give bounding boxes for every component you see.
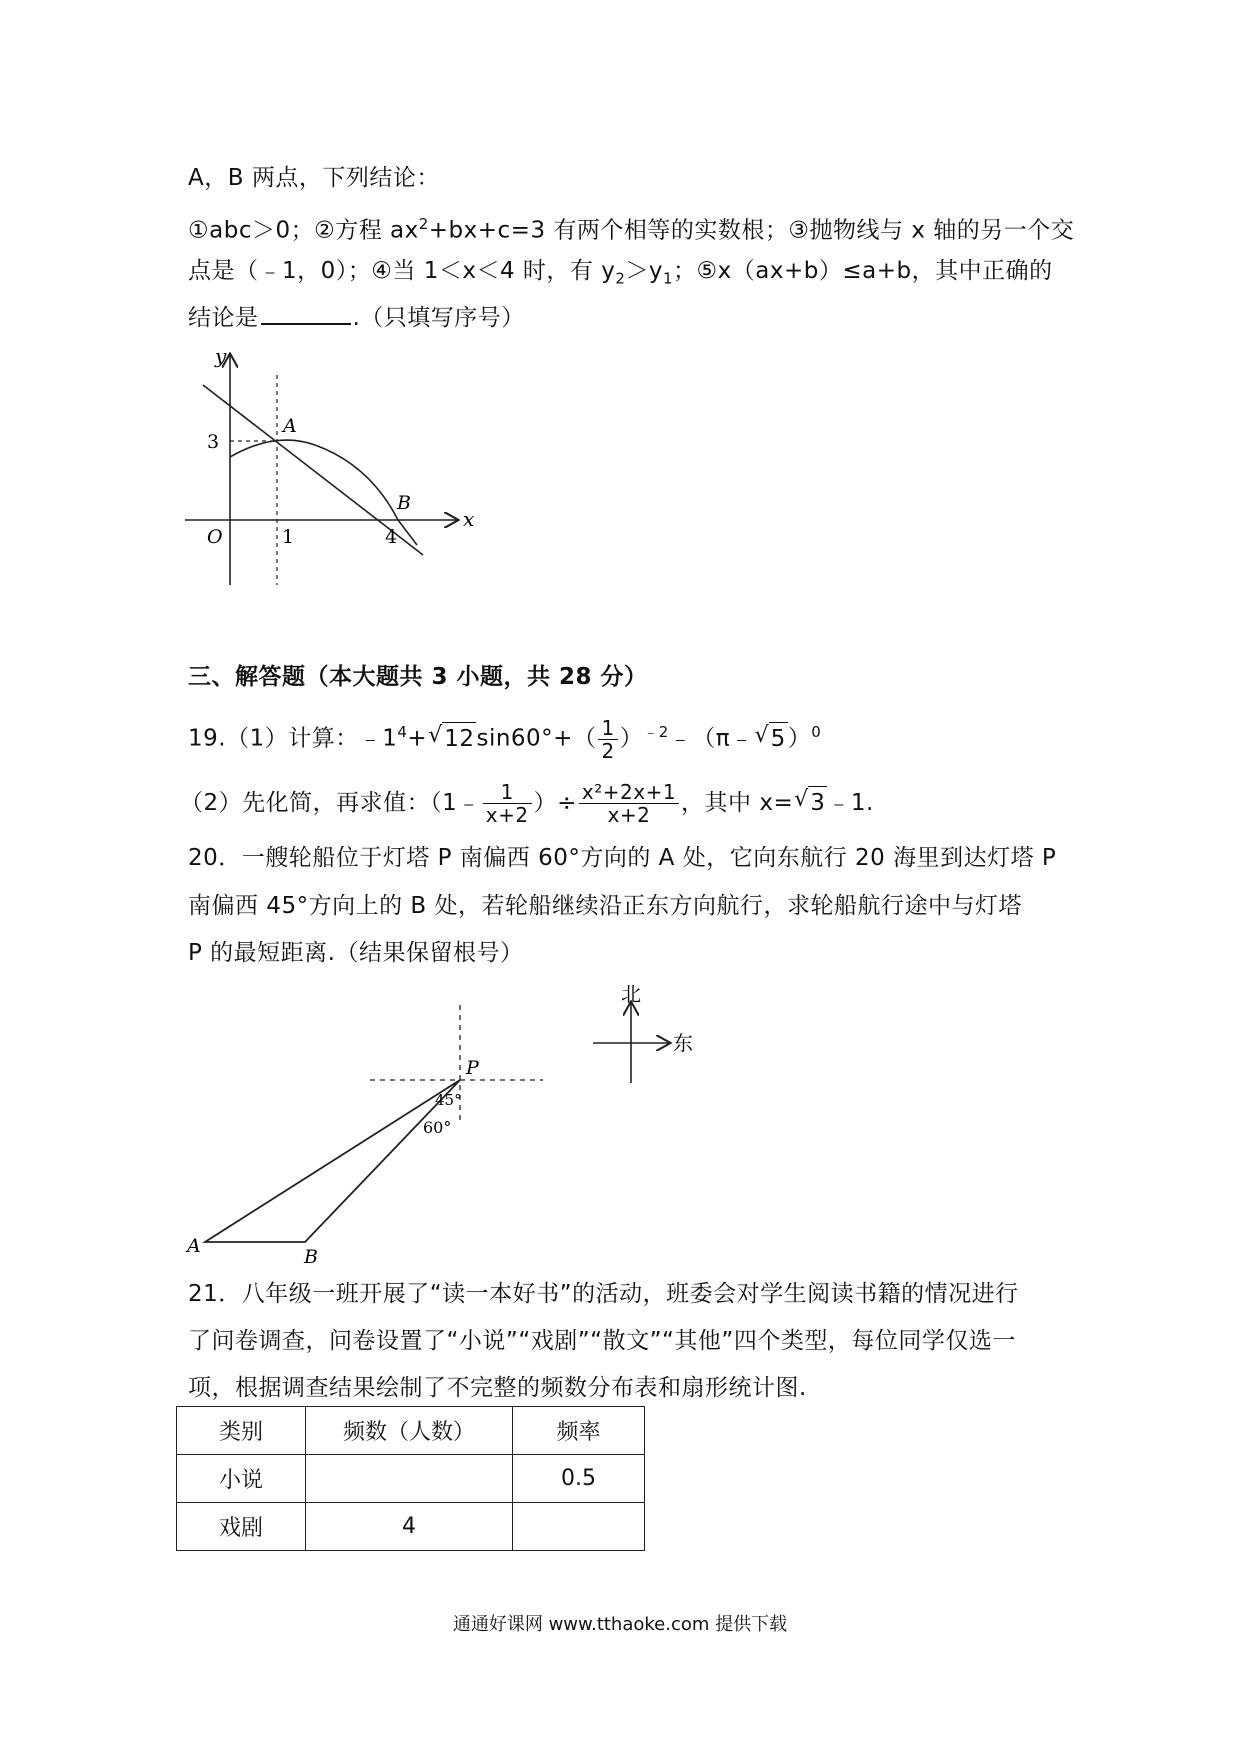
table-cell — [306, 1455, 513, 1503]
q20-line1: 20．一艘轮船位于灯塔 P 南偏西 60°方向的 A 处，它向东航行 20 海里到达灯塔 P — [188, 845, 1057, 871]
origin-label: O — [207, 526, 223, 548]
north-label: 北 — [621, 985, 641, 1006]
q19-part2: （2）先化简，再求值：（1﹣ $\frac{1}{x+2}$ ）÷ $\frac{\text{x²+2x+1}}{x+2}$ ，其中 x=√ 3﹣1. — [180, 781, 874, 826]
q20-line3: P 的最短距离.（结果保留根号） — [188, 940, 524, 966]
frequency-table — [176, 1406, 645, 1551]
q18-line2: ①abc＞0；②方程 $ax^2+bx+c=3$ 有两个相等的实数根；③抛物线与 x 轴的另一个交 — [188, 215, 1075, 244]
answer-blank[interactable] — [261, 301, 351, 325]
q18-line3: 点是（﹣1，0）；④当 1＜x＜4 时，有 $y_2>y_1$；⑤x（ax+b）≤a+b，其中正确的 — [188, 258, 1053, 288]
point-p-label: P — [466, 1057, 479, 1079]
point-b-label: B — [304, 1246, 318, 1265]
table-cell: 4 — [306, 1503, 513, 1551]
q20-lighthouse-diagram — [185, 985, 705, 1265]
sqrt-3: √ 3 — [808, 786, 827, 819]
angle-60-label: 60° — [423, 1118, 452, 1137]
q21-line1: 21．八年级一班开展了“读一本好书”的活动，班委会对学生阅读书籍的情况进行 — [188, 1281, 1019, 1307]
section-3-heading: 三、解答题（本大题共 3 小题，共 28 分） — [188, 664, 648, 690]
sqrt-12: √ 12 — [442, 722, 476, 755]
table-cell: 0.5 — [513, 1455, 645, 1503]
fraction-1-over-x-plus-2: $\frac{1}{x+2}$ — [483, 781, 532, 826]
table-row — [177, 1455, 645, 1503]
q18-parabola-graph — [185, 345, 485, 595]
angle-45-label: 45° — [435, 1091, 462, 1109]
point-b-label: B — [397, 492, 411, 514]
page-footer: 通通好课网 www.tthaoke.com 提供下载 — [452, 1614, 788, 1635]
header-frequency-count: 频数（人数） — [306, 1407, 513, 1455]
fraction-x2-2x-1-over-x-plus-2: $\frac{\text{x²+2x+1}}{x+2}$ — [579, 781, 679, 826]
table-cell: 小说 — [177, 1455, 306, 1503]
east-label: 东 — [673, 1031, 693, 1055]
table-header-row — [177, 1407, 645, 1455]
fraction-one-half: $\frac{1}{2}$ — [598, 717, 617, 762]
table-cell — [513, 1503, 645, 1551]
q18-line4: 结论是 .（只填写序号） — [188, 301, 525, 334]
y-label: y — [215, 345, 227, 368]
tick-x-4: 4 — [385, 526, 398, 548]
tick-y-3: 3 — [207, 431, 220, 453]
q18-line1: A，B 两点，下列结论： — [188, 165, 440, 191]
q21-line2: 了问卷调查，问卷设置了“小说”“戏剧”“散文”“其他”四个类型，每位同学仅选一 — [188, 1328, 1016, 1354]
q19-part1: 19.（1）计算：$﹣1^4+√$ 12sin60°+（ $\frac{1}{2}$ ）$^{﹣2}$﹣（π﹣√ 5）$^0$ — [188, 716, 821, 762]
table-row — [177, 1503, 645, 1551]
sqrt-5: √ 5 — [769, 722, 788, 755]
q21-line3: 项，根据调查结果绘制了不完整的频数分布表和扇形统计图. — [188, 1375, 807, 1401]
point-a-label: A — [187, 1235, 201, 1257]
header-frequency-rate: 频率 — [513, 1407, 645, 1455]
tick-x-1: 1 — [282, 526, 295, 548]
header-category: 类别 — [177, 1407, 306, 1455]
triangle-apb — [205, 1080, 460, 1242]
point-a-label: A — [283, 415, 297, 437]
table-cell: 戏剧 — [177, 1503, 306, 1551]
x-label: x — [463, 507, 475, 531]
q20-line2: 南偏西 45°方向上的 B 处，若轮船继续沿正东方向航行，求轮船航行途中与灯塔 — [188, 893, 1022, 919]
